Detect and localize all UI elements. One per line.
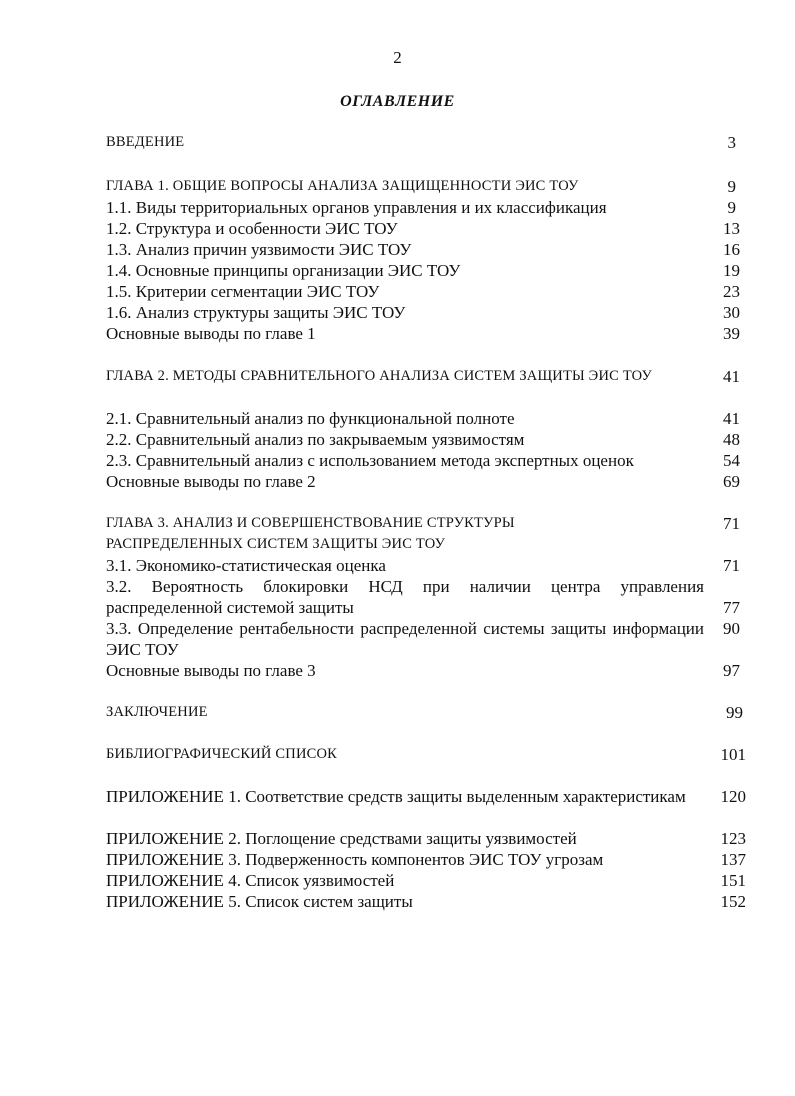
toc-entry-appendix-2: ПРИЛОЖЕНИЕ 2. Поглощение средствами защиты уязвимостей (106, 829, 577, 848)
toc-page-number: 101 (720, 745, 746, 764)
toc-entry-bibliography: БИБЛИОГРАФИЧЕСКИЙ СПИСОК (106, 746, 338, 762)
toc-page-number: 39 (723, 324, 740, 343)
toc-page-number: 90 (723, 619, 740, 638)
toc-page-number: 48 (723, 430, 740, 449)
toc-entry-conclusions: Основные выводы по главе 3 (106, 661, 316, 680)
toc-page-number: 77 (723, 598, 740, 617)
toc-entry-section: 3.1. Экономико-статистическая оценка (106, 556, 386, 575)
toc-page-number: 123 (720, 829, 746, 848)
toc-entry-section: 3.2. Вероятность блокировки НСД при наличии центра управления распределенной системой защиты (106, 577, 704, 617)
toc-page-number: 99 (726, 703, 743, 722)
toc-page-number: 137 (720, 850, 746, 869)
toc-entry-section: 3.3. Определение рентабельности распределенной системы защиты информации ЭИС ТОУ (106, 619, 704, 659)
toc-page-number: 71 (723, 556, 740, 575)
toc-entry-section: 1.1. Виды территориальных органов управления и их классификация (106, 198, 607, 217)
page-title: ОГЛАВЛЕНИЕ (340, 93, 455, 110)
toc-page-number: 19 (723, 261, 740, 280)
toc-entry-section: 1.5. Критерии сегментации ЭИС ТОУ (106, 282, 380, 301)
toc-entry-conclusions: Основные выводы по главе 2 (106, 472, 316, 491)
toc-page-number: 30 (723, 303, 740, 322)
toc-page-number: 69 (723, 472, 740, 491)
toc-entry-section: 2.3. Сравнительный анализ с использованием метода экспертных оценок (106, 451, 634, 470)
toc-entry-section: 2.1. Сравнительный анализ по функциональной полноте (106, 409, 515, 428)
toc-entry-conclusions: Основные выводы по главе 1 (106, 324, 316, 343)
toc-entry-section: 2.2. Сравнительный анализ по закрываемым уязвимостям (106, 430, 525, 449)
toc-page-number: 16 (723, 240, 740, 259)
toc-entry-section: 1.2. Структура и особенности ЭИС ТОУ (106, 219, 398, 238)
toc-page-number: 13 (723, 219, 740, 238)
toc-entry-appendix-3: ПРИЛОЖЕНИЕ 3. Подверженность компонентов ЭИС ТОУ угрозам (106, 850, 604, 869)
toc-page-number: 9 (727, 177, 736, 196)
toc-page-number: 151 (720, 871, 746, 890)
toc-entry-conclusion: ЗАКЛЮЧЕНИЕ (106, 704, 208, 720)
page-number: 2 (393, 48, 402, 67)
toc-entry-chapter-1: ГЛАВА 1. ОБЩИЕ ВОПРОСЫ АНАЛИЗА ЗАЩИЩЕННОСТИ ЭИС ТОУ (106, 178, 579, 194)
toc-page-number: 23 (723, 282, 740, 301)
toc-entry-chapter-2: ГЛАВА 2. МЕТОДЫ СРАВНИТЕЛЬНОГО АНАЛИЗА СИСТЕМ ЗАЩИТЫ ЭИС ТОУ (106, 368, 653, 384)
toc-entry-appendix-4: ПРИЛОЖЕНИЕ 4. Список уязвимостей (106, 871, 395, 890)
toc-page-number: 3 (727, 133, 736, 152)
toc-page-number: 71 (723, 514, 740, 533)
toc-page-number: 120 (720, 787, 746, 806)
toc-entry-section: 1.6. Анализ структуры защиты ЭИС ТОУ (106, 303, 406, 322)
toc-page-number: 41 (723, 409, 740, 428)
toc-entry-introduction: ВВЕДЕНИЕ (106, 134, 185, 150)
toc-page-number: 9 (727, 198, 736, 217)
toc-page-number: 54 (723, 451, 740, 470)
toc-entry-section: 1.4. Основные принципы организации ЭИС ТОУ (106, 261, 461, 280)
toc-entry-chapter-3: ГЛАВА 3. АНАЛИЗ И СОВЕРШЕНСТВОВАНИЕ СТРУКТУРЫ РАСПРЕДЕЛЕННЫХ СИСТЕМ ЗАЩИТЫ ЭИС ТОУ (106, 515, 515, 552)
toc-page-number: 41 (723, 367, 740, 386)
toc-page-number: 152 (720, 892, 746, 911)
toc-page-number: 97 (723, 661, 740, 680)
toc-entry-section: 1.3. Анализ причин уязвимости ЭИС ТОУ (106, 240, 412, 259)
toc-entry-appendix-1: ПРИЛОЖЕНИЕ 1. Соответствие средств защиты выделенным характеристикам (106, 787, 686, 806)
toc-entry-appendix-5: ПРИЛОЖЕНИЕ 5. Список систем защиты (106, 892, 413, 911)
